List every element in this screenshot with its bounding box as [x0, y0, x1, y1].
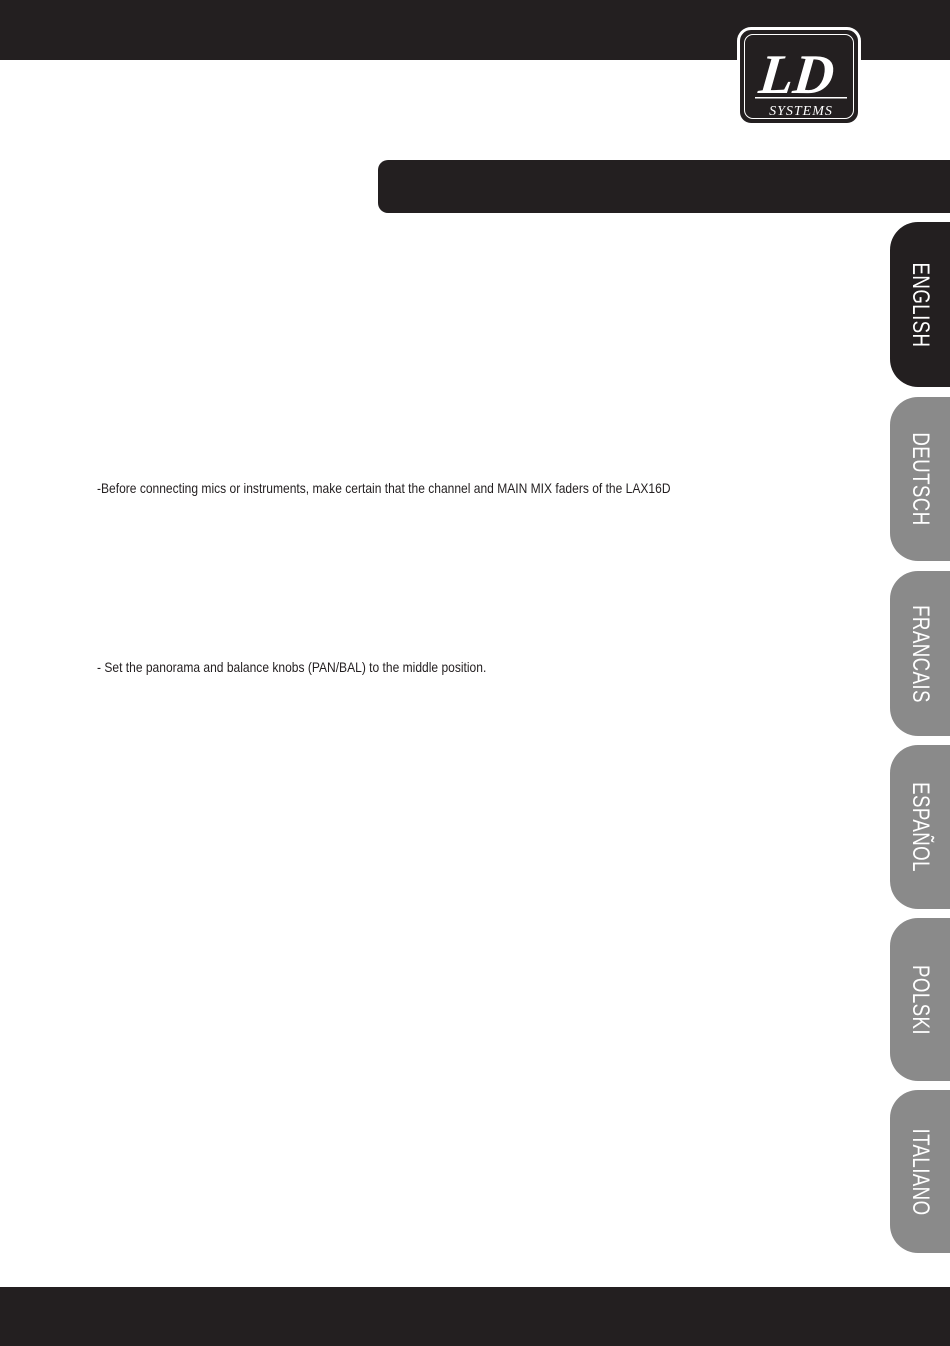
tab-deutsch[interactable] — [890, 397, 950, 561]
tab-polski-label: POLSKI — [907, 964, 934, 1035]
ld-systems-logo — [737, 27, 861, 126]
tab-deutsch-label: DEUTSCH — [907, 432, 934, 526]
tab-italiano-label: ITALIANO — [907, 1127, 934, 1216]
tab-polski[interactable] — [890, 918, 950, 1081]
ld-systems-logo-mark — [745, 35, 857, 122]
tab-english-label: ENGLISH — [907, 262, 934, 347]
section-header-band — [378, 160, 950, 213]
instruction-paragraph-2: - Set the panorama and balance knobs (PAN/BAL) to the middle position. — [97, 659, 487, 675]
instruction-paragraph-1: -Before connecting mics or instruments, make certain that the channel and MAIN MIX faders of the LAX16D — [97, 480, 671, 496]
svg-text:SYSTEMS: SYSTEMS — [769, 104, 833, 119]
svg-text:LD: LD — [756, 44, 838, 106]
bottom-bar — [0, 1287, 950, 1346]
tab-francais[interactable] — [890, 571, 950, 736]
tab-espanol[interactable] — [890, 745, 950, 909]
tab-italiano[interactable] — [890, 1090, 950, 1253]
tab-english[interactable] — [890, 222, 950, 387]
tab-francais-label: FRANCAIS — [907, 604, 934, 703]
tab-espanol-label: ESPAÑOL — [907, 782, 934, 872]
